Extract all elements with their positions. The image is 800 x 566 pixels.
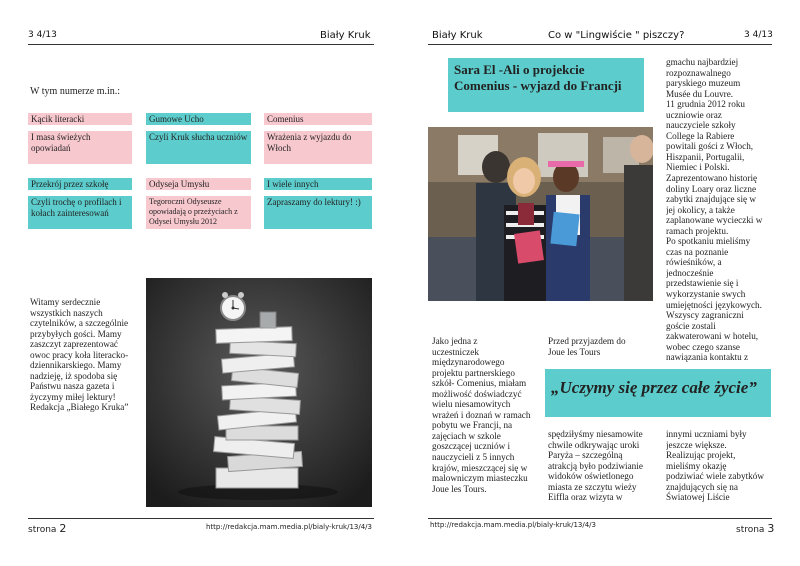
right-header-rule [428,44,772,45]
contents-body-literary: I masa świeżych opowiadań [28,131,132,164]
left-page-title: Biały Kruk [320,30,371,41]
right-page-label: 3 4/13 [744,30,773,40]
right-footer-page-number: 3 [767,522,775,535]
left-footer-page-word: strona [28,525,57,535]
article-col-2-bottom: spędziłyśmy niesamowite chwile odkrywając uroki Paryża – szczególną atrakcją było podziwianie widoków oświetlonego miasta ze szczytu wieży Eiffla oraz wizyta w [548,429,643,503]
right-footer-page [736,522,774,535]
left-footer-page-number: 2 [59,522,67,535]
contents-body-odyssey: Tegoroczni Odyseusze opowiadają o przeżyciach z Odysei Umysłu 2012 [146,196,251,229]
right-footer-rule [428,518,772,519]
left-footer-page [28,522,66,535]
headline-comenius: Sara El -Ali o projekcie Comenius - wyjazd do Francji [448,58,644,112]
left-footer-url[interactable]: http://redakcja.mam.media.pl/bialy-kruk/13/4/3 [206,523,372,531]
comenius-photo-illustration [428,127,653,301]
contents-header-odyssey: Odyseja Umysłu [146,178,251,190]
right-footer-url[interactable]: http://redakcja.mam.media.pl/bialy-kruk/13/4/3 [430,521,596,529]
comenius-photo [428,127,653,301]
book-stack-illustration [146,278,372,507]
contents-body-rubber-ear: Czyli Kruk słucha uczniów [146,131,251,164]
article-col-2-top: Przed przyjazdem do Joue les Tours [548,336,626,357]
contents-body-more: Zapraszamy do lektury! :) [264,196,372,229]
contents-body-comenius: Wrażenia z wyjazdu do Włoch [264,131,372,164]
left-header-rule [28,44,374,45]
headline-lifelong-learning: „Uczymy się przez całe życie” [545,369,771,417]
welcome-text: Witamy serdecznie wszystkich naszych czytelników, a szczególnie przybyłych gości. Mamy zaszczyt zaprezentować owoc pracy koła literacko- dziennikarskiego. Mamy nadzieję, iż spodoba się Państwu nasza gazeta i życzymy miłej lektury! Redakcja „Białego Kruka” [30,297,129,413]
contents-header-more: I wiele innych [264,178,372,190]
right-page-subtitle: Co w "Lingwiście " piszczy? [548,30,685,41]
article-col-1: Jako jedna z uczestniczek międzynarodowego projektu partnerskiego szkół- Comenius, miałam możliwość doświadczyć wielu niesamowitych wrażeń i doznań w ramach pobytu we Francji, na zajęciach w szkole goszczącej uczniów i nauczycieli z 5 innych krajów, mieszczącej się w malowniczym miasteczku Joue les Tours. [432,336,531,494]
right-page-title: Biały Kruk [432,30,483,41]
book-stack-photo [146,278,372,507]
article-col-3-bottom: innymi uczniami były jeszcze większe. Realizując projekt, mieliśmy okazję podziwiać wiele zabytków znajdujących się na Światowej Liście [666,429,764,503]
contents-header-comenius: Comenius [264,113,372,125]
contents-body-school: Czyli trochę o profilach i kołach zainteresowań [28,196,132,229]
contents-header-rubber-ear: Gumowe Ucho [146,113,251,125]
right-footer-page-word: strona [736,525,765,535]
contents-heading: W tym numerze m.in.: [30,86,121,97]
contents-header-school: Przekrój przez szkołę [28,178,132,190]
left-page-label: 3 4/13 [28,30,57,40]
left-footer-rule [28,518,374,519]
article-col-right-top: gmachu najbardziej rozpoznawalnego paryskiego muzeum Musée du Louvre. 11 grudnia 2012 roku uczniowie oraz nauczyciele szkoły College la Rabiere powitali gości z Włoch, Hiszpanii, Portugalii, Niemiec i Polski. Zaprezentowano historię doliny Loary oraz liczne zabytki znajdujące się w jej okolicy, a także zaplanowane wycieczki w ramach projektu. Po spotkaniu mieliśmy czas na poznanie rówieśników, a jednocześnie przedstawienie się i wykorzystanie swych umiejętności językowych. Wszyscy zagraniczni goście zostali zakwaterowani w hotelu, wobec czego szanse nawiązania kontaktu z [666,57,763,363]
contents-header-literary: Kącik literacki [28,113,132,125]
